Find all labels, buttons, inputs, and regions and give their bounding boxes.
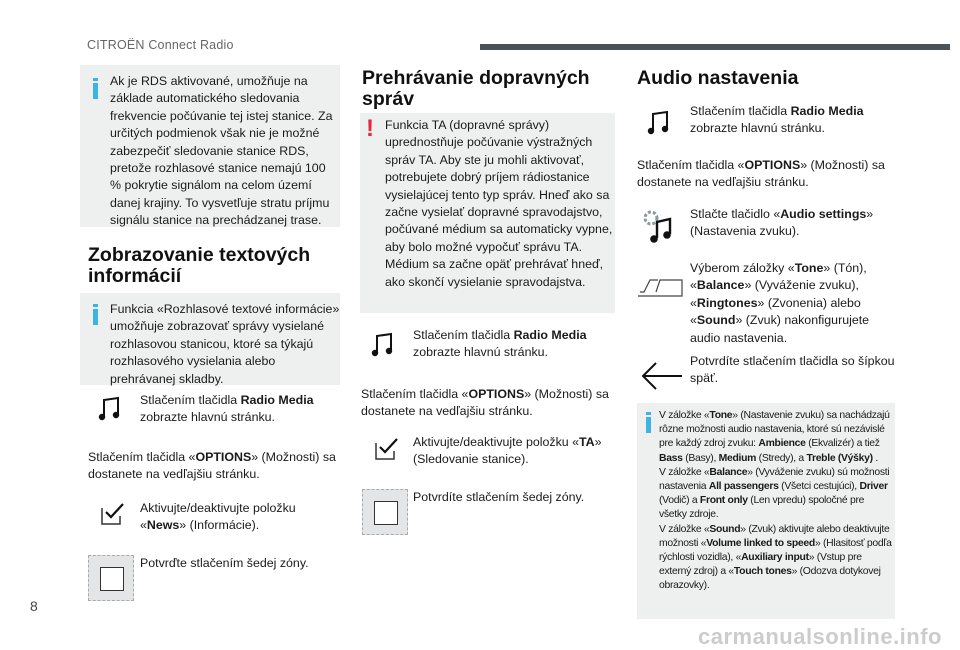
text-segment: » (Vyváženie zvuku), « [690, 278, 859, 310]
text-segment: Potvrdíte stlačením tlačidla so šípkou späť. [690, 354, 895, 386]
col3-step-back [690, 353, 895, 388]
col2-step-ta [413, 434, 613, 469]
page-number: 8 [30, 598, 38, 614]
text-segment: (Vodič) a [659, 495, 700, 507]
text-segment: Výberom záložky « [690, 261, 795, 275]
text-segment: » (Možnosti) sa dostanete na vedľajšiu stránku. [361, 387, 609, 419]
text-segment: Aktivujte/deaktivujte položku « [413, 435, 579, 449]
col3-step-tabs [690, 260, 895, 347]
text-segment: Stlačte tlačidlo « [690, 207, 781, 221]
bold-term: OPTIONS [195, 450, 252, 464]
col3-step-audio-settings [690, 206, 895, 241]
back-arrow-icon [640, 360, 684, 392]
checkbox-icon [100, 502, 126, 526]
header-bar [480, 44, 950, 50]
text-segment: Stlačením tlačidla « [361, 387, 469, 401]
section-heading-traffic: Prehrávanie dopravných správ [362, 67, 590, 110]
text-segment: » (Vyváženie zvuku) sú možnosti nastavenia [659, 466, 890, 493]
warning-icon: ! [366, 115, 374, 142]
bold-term: OPTIONS [468, 387, 525, 401]
audio-info-box [637, 403, 895, 619]
col3-step-options [637, 157, 887, 192]
text-segment: » (Informácie). [179, 518, 260, 533]
music-note-icon [646, 110, 672, 136]
col1-step-options [88, 449, 338, 484]
text-segment: » (Hlasitosť podľa rýchlosti vozidla), « [659, 537, 892, 564]
audio-info-text [659, 409, 893, 594]
col2-step-radio-media [413, 327, 613, 362]
bold-term: Bass [659, 452, 683, 464]
bold-term: Audio settings [780, 207, 867, 221]
text-segment: (Ekvalizér) a tiež [805, 438, 880, 450]
document-header-title: CITROËN Connect Radio [87, 38, 234, 52]
bold-term: Medium [718, 452, 757, 464]
text-segment: Potvrďte stlačením šedej zóny. [140, 556, 309, 570]
rds-info-text [110, 73, 338, 230]
grey-zone-icon [362, 489, 408, 535]
section-heading-audio: Audio nastavenia [637, 67, 799, 89]
text-segment: » (Možnosti) sa dostanete na vedľajšiu stránku. [637, 158, 885, 190]
col1-step-news [140, 500, 340, 535]
info-icon [93, 309, 98, 325]
bold-term: Driver [859, 481, 888, 493]
text-segment: Stlačením tlačidla « [637, 158, 745, 172]
text-segment: (Len vpredu) spoločné pre všetky zdroje. [659, 495, 865, 521]
text-segment: zobrazte hlavnú stránku. [690, 121, 825, 136]
bold-term: Volume linked to speed [706, 537, 815, 549]
music-note-icon [97, 396, 123, 422]
text-segment: » (Zvuk) aktivujte alebo deaktivujte možnosti « [659, 523, 890, 549]
text-segment: Aktivujte/deaktivujte položku « [140, 501, 296, 533]
text-segment: Potvrdíte stlačením šedej zóny. [413, 490, 585, 504]
text-segment: » (Odozva dotykovej obrazovky). [659, 566, 881, 592]
music-note-icon [370, 332, 396, 358]
bold-term: Tone [709, 410, 733, 421]
tabs-icon [638, 278, 684, 298]
text-segment: Ak je RDS aktivované, umožňuje na základe automatického sledovania frekvencie počúvanie tej istej stanice. Za určitých podmienok však nie je možné zabezpečiť sledovanie stanice RDS, pretože rozhlasové stanice nemajú 100 % pokrytie signálom na celom území danej krajiny. To vysvetľuje stratu príjmu signálu stanice na prechádzanej trase. [110, 74, 333, 228]
bold-term: Balance [709, 466, 748, 478]
section-heading-text-info: Zobrazovanie textových informácií [88, 244, 311, 287]
bold-term: Ambience [758, 438, 806, 450]
text-segment: Stlačením tlačidla [140, 393, 241, 407]
audio-settings-icon [640, 208, 674, 246]
text-segment: » (Nastavenie zvuku) sa nachádzajú rôzne možnosti audio nastavenia, ktoré sú nezávislé pre každý zdroj zvuku: [659, 410, 890, 450]
bold-term: Sound [696, 313, 736, 328]
grey-zone-icon [88, 555, 134, 601]
bold-term: Sound [709, 523, 741, 535]
bold-term: News [146, 518, 180, 533]
text-info-text [110, 301, 340, 388]
text-segment: » (Tón), « [690, 261, 867, 293]
bold-term: Tone [794, 261, 824, 275]
text-segment: » (Zvuk) nakonfigurujete audio nastavenia. [690, 313, 870, 345]
ta-warning-box [360, 113, 615, 313]
bold-term: Ringtones [696, 295, 758, 310]
text-segment: V záložke « [659, 523, 710, 535]
text-segment: » (Možnosti) sa dostanete na vedľajšiu stránku. [88, 450, 336, 482]
bold-term: TA [579, 435, 595, 449]
bold-term: Radio Media [513, 328, 587, 342]
checkbox-icon [374, 437, 400, 461]
info-icon [646, 417, 651, 433]
text-segment: zobrazte hlavnú stránku. [140, 410, 275, 425]
col2-step-confirm [413, 489, 613, 506]
text-segment: Stlačením tlačidla [690, 104, 791, 118]
bold-term: Front only [699, 495, 748, 507]
rds-info-box [80, 65, 340, 227]
text-segment: Funkcia TA (dopravné správy) uprednostňuje počúvanie výstražných správ TA. Aby ste ju mohli aktivovať, potrebujete dobrý príjem rádiostanice vysielajúcej tento typ správ. Hneď ako sa začne vysielať dopravné spravodajstvo, počúvané médium sa automaticky vypne, aby bolo možné vypočuť správu TA. Médium sa začne opäť prehrávať hneď, ako skončí vysielanie spravodajstva. [385, 118, 613, 289]
col1-step-radio-media [140, 392, 340, 427]
ta-warning-text [385, 117, 613, 291]
text-segment: » (Sledovanie stanice). [413, 435, 602, 467]
info-icon [93, 83, 98, 99]
bold-term: Treble (Výšky) [806, 452, 873, 464]
text-info-box [80, 293, 340, 385]
col2-step-options [361, 386, 611, 421]
text-segment: (Všetci cestujúci), [778, 481, 860, 493]
text-segment: (Stredy), a [756, 452, 807, 464]
bold-term: Radio Media [790, 104, 864, 118]
col1-step-confirm [140, 555, 340, 572]
text-segment: Stlačením tlačidla « [88, 450, 196, 464]
text-segment: zobrazte hlavnú stránku. [413, 345, 548, 360]
col3-step-radio-media [690, 103, 895, 138]
bold-term: Balance [696, 278, 745, 293]
text-segment: Stlačením tlačidla [413, 328, 514, 342]
text-segment: » (Zvonenia) alebo « [690, 295, 861, 328]
bold-term: All passengers [708, 481, 779, 493]
text-segment: (Basy), [682, 452, 719, 464]
bold-term: OPTIONS [744, 158, 801, 172]
bold-term: Touch tones [733, 566, 792, 578]
text-segment: » (Vstup pre externý zdroj) a « [659, 552, 862, 578]
text-segment: Funkcia «Rozhlasové textové informácie» umožňuje zobrazovať správy vysielané rozhlasovou stanicou, ktoré sa týkajú rozhlasového vysielania alebo prehrávanej skladby. [110, 302, 340, 386]
watermark: carmanualsonline.info [698, 624, 942, 649]
bold-term: Radio Media [240, 393, 314, 407]
bold-term: Auxiliary input [741, 552, 809, 564]
text-segment: V záložke « [659, 466, 710, 478]
text-segment: V záložke « [659, 410, 710, 421]
text-segment: » (Nastavenia zvuku). [690, 207, 874, 239]
text-segment: . [872, 452, 878, 464]
